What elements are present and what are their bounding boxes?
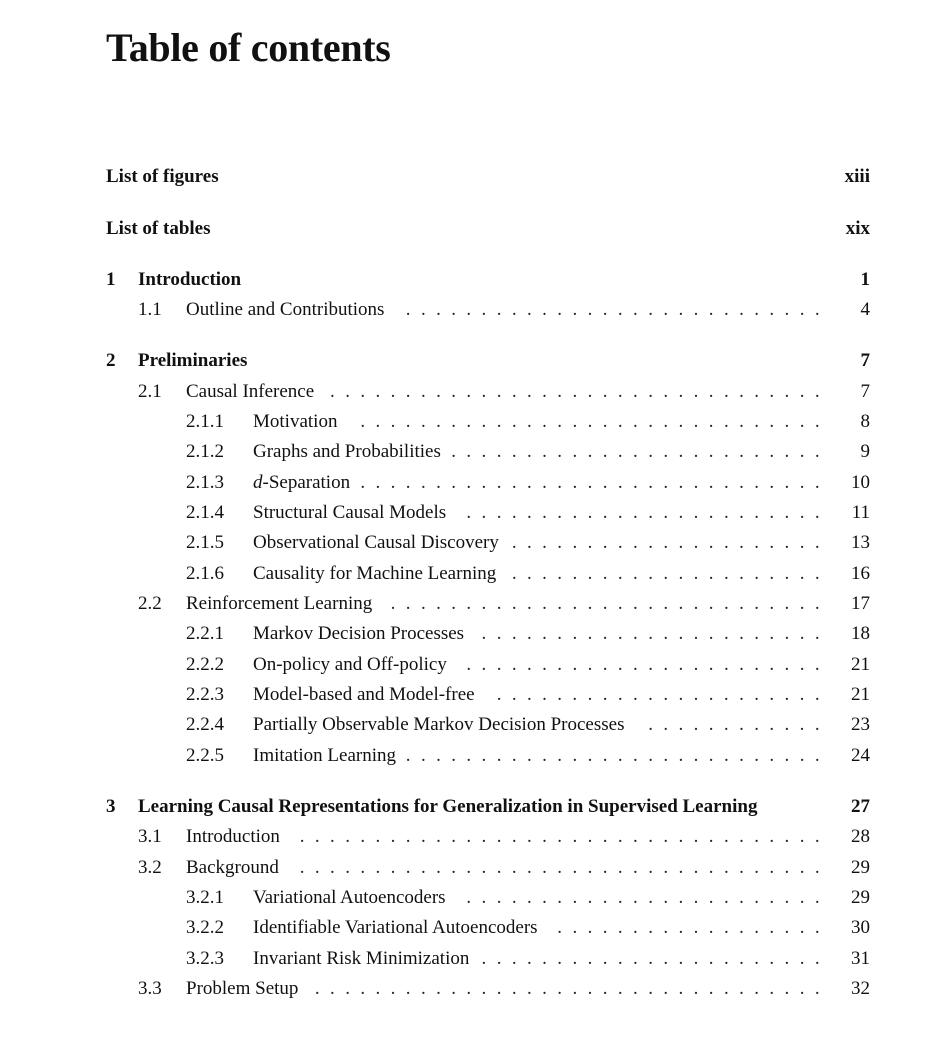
toc-entry-title <box>253 561 496 587</box>
toc-leader-dots: ............................... <box>360 472 830 493</box>
toc-leader-dots: ....................... <box>481 623 830 644</box>
toc-entry-title <box>253 682 475 708</box>
toc-entry-page-number: 23 <box>851 714 870 735</box>
toc-entry-title <box>253 743 396 769</box>
toc-section-entry[interactable] <box>0 824 952 850</box>
toc-entry-title-text: Partially Observable Markov Decision Processes <box>253 714 625 735</box>
toc-entry-title-text: Invariant Risk Minimization <box>253 948 470 969</box>
toc-subsection-entry[interactable] <box>0 439 952 465</box>
toc-entry-title <box>106 164 219 190</box>
toc-entry-page-number: 28 <box>851 826 870 847</box>
toc-section-entry[interactable] <box>0 297 952 323</box>
toc-leader-dots: ......................... <box>451 441 830 462</box>
toc-entry-page-number: 29 <box>851 857 870 878</box>
toc-entry-page-number: 7 <box>860 381 870 402</box>
toc-entry-page-number: 17 <box>851 593 870 614</box>
toc-entry-number: 3.2.2 <box>186 917 224 938</box>
toc-entry-title <box>186 824 280 850</box>
page-title: Table of contents <box>106 25 391 70</box>
toc-entry-number: 2.2.3 <box>186 684 224 705</box>
toc-entry-page-number: 21 <box>851 654 870 675</box>
toc-entry-page-number: 4 <box>860 299 870 320</box>
toc-entry-page-number: xiii <box>844 166 870 187</box>
toc-entry-title-text: Introduction <box>186 826 280 847</box>
toc-entry-title <box>253 530 499 556</box>
toc-entry-title-text: Variational Autoencoders <box>253 887 446 908</box>
toc-entry-title <box>253 652 447 678</box>
toc-chapter-entry[interactable] <box>0 164 952 190</box>
toc-chapter-entry[interactable] <box>0 348 952 374</box>
toc-entry-number: 2.1.5 <box>186 532 224 553</box>
toc-entry-title-text: Observational Causal Discovery <box>253 532 499 553</box>
toc-entry-title <box>253 621 464 647</box>
toc-leader-dots: ................................... <box>299 857 830 878</box>
toc-entry-number: 2 <box>106 350 116 371</box>
toc-entry-number: 2.2.4 <box>186 714 224 735</box>
toc-entry-number: 2.2.5 <box>186 745 224 766</box>
toc-entry-title-text: Background <box>186 857 279 878</box>
toc-entry-number: 2.1.3 <box>186 472 224 493</box>
toc-entry-title <box>253 915 538 941</box>
toc-entry-title-text: Outline and Contributions <box>186 299 385 320</box>
toc-entry-title-text: Motivation <box>253 411 338 432</box>
toc-entry-title <box>186 591 372 617</box>
toc-subsection-entry[interactable] <box>0 530 952 556</box>
toc-entry-page-number: 18 <box>851 623 870 644</box>
toc-entry-page-number: 16 <box>851 563 870 584</box>
toc-entry-title <box>186 855 279 881</box>
toc-entry-title-text: Graphs and Probabilities <box>253 441 441 462</box>
toc-entry-title-text: Model-based and Model-free <box>253 684 475 705</box>
toc-entry-title-text: Markov Decision Processes <box>253 623 465 644</box>
toc-leader-dots: ............................ <box>405 299 830 320</box>
toc-leader-dots: ..................... <box>511 532 830 553</box>
toc-entry-page-number: 32 <box>851 978 870 999</box>
toc-leader-dots: .................. <box>557 917 830 938</box>
toc-entry-page-number: 21 <box>851 684 870 705</box>
toc-entry-number: 2.2.1 <box>186 623 224 644</box>
toc-entry-title <box>253 946 469 972</box>
toc-section-entry[interactable] <box>0 855 952 881</box>
toc-chapter-entry[interactable] <box>0 216 952 242</box>
toc-entry-page-number: 27 <box>851 796 870 817</box>
toc-entry-page-number: 31 <box>851 948 870 969</box>
toc-entry-title <box>253 470 350 496</box>
toc-leader-dots: ............ <box>648 714 830 735</box>
toc-leader-dots: ................................... <box>299 826 830 847</box>
toc-entry-title-text: -Separation <box>262 472 351 493</box>
toc-entry-number: 2.1.6 <box>186 563 224 584</box>
toc-subsection-entry[interactable] <box>0 712 952 738</box>
toc-entry-title-text: On-policy and Off-policy <box>253 654 447 675</box>
toc-entry-title-text: Causality for Machine Learning <box>253 563 497 584</box>
toc-entry-title-text: Reinforcement Learning <box>186 593 373 614</box>
toc-chapter-entry[interactable] <box>0 794 952 820</box>
toc-entry-title-italic: d <box>253 472 263 493</box>
toc-entry-title <box>253 409 337 435</box>
toc-entry-title <box>138 794 757 820</box>
toc-entry-title-text: List of figures <box>106 166 219 187</box>
toc-subsection-entry[interactable] <box>0 946 952 972</box>
toc-entry-page-number: 8 <box>860 411 870 432</box>
toc-entry-title-text: Structural Causal Models <box>253 502 447 523</box>
toc-leader-dots: ........................ <box>466 887 830 908</box>
toc-leader-dots: ..................... <box>511 563 830 584</box>
toc-subsection-entry[interactable] <box>0 500 952 526</box>
toc-leader-dots: ....................... <box>481 948 830 969</box>
toc-subsection-entry[interactable] <box>0 409 952 435</box>
toc-section-entry[interactable] <box>0 976 952 1002</box>
toc-entry-title-text: Learning Causal Representations for Generalization in Supervised Learning <box>138 796 758 817</box>
toc-entry-title-text: List of tables <box>106 218 211 239</box>
toc-entry-number: 3 <box>106 796 116 817</box>
toc-entry-title <box>138 267 241 293</box>
toc-leader-dots: ............................. <box>390 593 830 614</box>
toc-leader-dots: ...................... <box>496 684 830 705</box>
toc-entry-page-number: 10 <box>851 472 870 493</box>
toc-subsection-entry[interactable] <box>0 915 952 941</box>
toc-entry-page-number: 29 <box>851 887 870 908</box>
toc-entry-page-number: 9 <box>860 441 870 462</box>
toc-subsection-entry[interactable] <box>0 682 952 708</box>
toc-entry-number: 3.2 <box>138 857 162 878</box>
toc-entry-number: 3.2.1 <box>186 887 224 908</box>
toc-subsection-entry[interactable] <box>0 743 952 769</box>
toc-entry-title <box>186 297 384 323</box>
toc-leader-dots: ........................ <box>466 502 830 523</box>
toc-leader-dots: ............................ <box>405 745 830 766</box>
toc-subsection-entry[interactable] <box>0 470 952 496</box>
toc-entry-title <box>106 216 211 242</box>
toc-entry-number: 3.3 <box>138 978 162 999</box>
toc-entry-title <box>253 885 446 911</box>
toc-leader-dots: ................................. <box>330 381 830 402</box>
toc-entry-title <box>186 976 298 1002</box>
toc-entry-title-text: Problem Setup <box>186 978 299 999</box>
toc-entry-number: 2.1.2 <box>186 441 224 462</box>
toc-entry-title-text: Causal Inference <box>186 381 315 402</box>
toc-entry-number: 2.2.2 <box>186 654 224 675</box>
toc-entry-title-text: Imitation Learning <box>253 745 396 766</box>
toc-chapter-entry[interactable] <box>0 267 952 293</box>
toc-entry-title <box>253 439 441 465</box>
toc-entry-page-number: 24 <box>851 745 870 766</box>
toc-entry-number: 2.1.1 <box>186 411 224 432</box>
toc-entry-title-text: Identifiable Variational Autoencoders <box>253 917 538 938</box>
toc-subsection-entry[interactable] <box>0 621 952 647</box>
toc-entry-page-number: 7 <box>860 350 870 371</box>
toc-entry-title <box>186 379 314 405</box>
toc-subsection-entry[interactable] <box>0 885 952 911</box>
toc-entry-number: 2.1.4 <box>186 502 224 523</box>
toc-entry-title <box>253 500 446 526</box>
toc-entry-number: 3.1 <box>138 826 162 847</box>
toc-entry-number: 3.2.3 <box>186 948 224 969</box>
toc-entry-number: 2.2 <box>138 593 162 614</box>
toc-entry-title <box>138 348 247 374</box>
toc-entry-number: 1.1 <box>138 299 162 320</box>
toc-entry-title-text: Introduction <box>138 269 242 290</box>
toc-leader-dots: ........................ <box>466 654 830 675</box>
toc-leader-dots: .................................. <box>314 978 830 999</box>
toc-section-entry[interactable] <box>0 591 952 617</box>
toc-leader-dots: ............................... <box>360 411 830 432</box>
toc-entry-page-number: 13 <box>851 532 870 553</box>
toc-subsection-entry[interactable] <box>0 561 952 587</box>
toc-entry-page-number: 1 <box>860 269 870 290</box>
toc-entry-page-number: 11 <box>851 502 870 523</box>
toc-entry-title-text: Preliminaries <box>138 350 248 371</box>
toc-entry-number: 2.1 <box>138 381 162 402</box>
toc-section-entry[interactable] <box>0 379 952 405</box>
toc-entry-title <box>253 712 624 738</box>
toc-entry-page-number: 30 <box>851 917 870 938</box>
toc-entry-number: 1 <box>106 269 116 290</box>
toc-subsection-entry[interactable] <box>0 652 952 678</box>
toc-entry-page-number: xix <box>845 218 870 239</box>
